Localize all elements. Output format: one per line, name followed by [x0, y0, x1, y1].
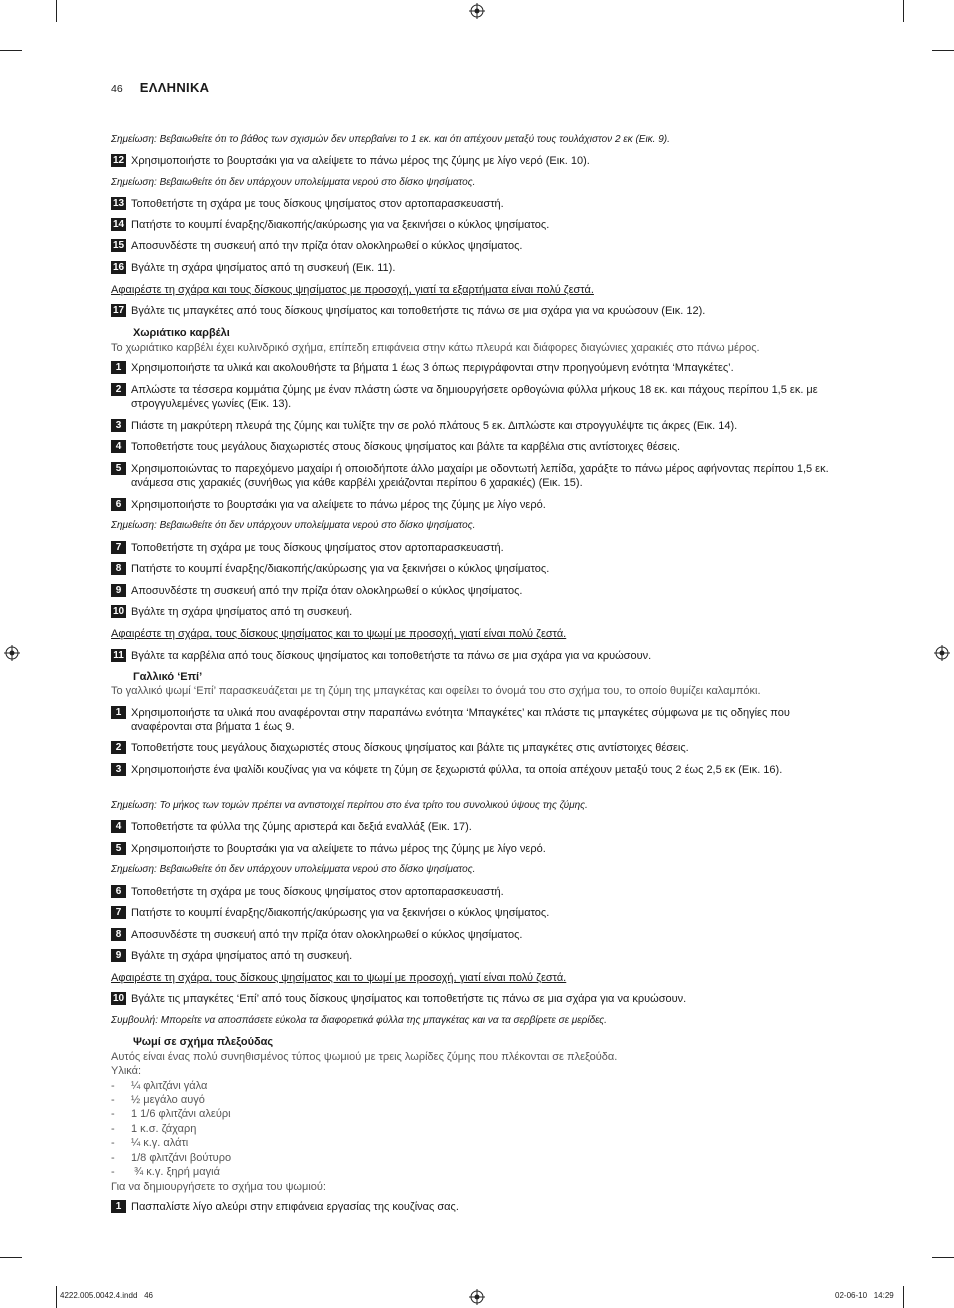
note-text	[111, 1014, 841, 1028]
registration-mark-icon	[469, 1289, 485, 1305]
ingredient-text: 1 κ.σ. ζάχαρη	[131, 1123, 197, 1135]
step-number-badge: 11	[111, 649, 126, 662]
step-number-badge: 17	[112, 305, 125, 316]
crop-mark	[56, 1286, 57, 1308]
crop-mark	[0, 50, 22, 51]
step-number-badge: 3	[111, 763, 126, 776]
note-text	[111, 863, 841, 877]
step-text: Χρησιμοποιήστε ένα ψαλίδι κουζίνας για να κόψετε τη ζύμη σε ξεχωριστά φύλλα, τα οποία απέχουν μεταξύ τους 2 έως 2,5 εκ (Εικ. 16).	[131, 764, 783, 776]
note-body: Βεβαιωθείτε ότι δεν υπάρχουν υπολείμματα νερού στο δίσκο ψησίματος.	[156, 520, 476, 531]
step-number-badge: 10	[112, 993, 125, 1004]
registration-mark-icon	[469, 3, 485, 19]
note-label: Σημείωση:	[111, 864, 157, 875]
step-number-badge: 5	[111, 462, 126, 475]
ingredient-text: ¾ κ.γ. ξηρή μαγιά	[131, 1166, 220, 1178]
note-text	[111, 519, 841, 533]
step-number-badge: 16	[112, 262, 125, 273]
step-number-badge: 9	[111, 584, 126, 597]
step-text: Πατήστε το κουμπί έναρξης/διακοπής/ακύρωσης για να ξεκινήσει ο κύκλος ψησίματος.	[131, 563, 550, 575]
step-text: Τοποθετήστε τη σχάρα με τους δίσκους ψησίματος στον αρτοπαρασκευαστή.	[131, 198, 504, 210]
list-dash: -	[111, 1152, 115, 1164]
crop-mark	[56, 0, 57, 22]
note-label: Σημείωση:	[111, 177, 157, 188]
note-body: Το μήκος των τομών πρέπει να αντιστοιχεί περίπου στο ένα τρίτο του συνολικού ύψους της ζύμης.	[156, 800, 588, 811]
ingredient-item	[111, 1093, 841, 1107]
paragraph-text: Υλικά:	[111, 1065, 142, 1077]
note-body: Βεβαιωθείτε ότι δεν υπάρχουν υπολείμματα νερού στο δίσκο ψησίματος.	[156, 177, 476, 188]
step-number-badge: 8	[111, 562, 126, 575]
crop-mark	[932, 50, 954, 51]
note-label: Σημείωση:	[111, 800, 157, 811]
paragraph-text: Αυτός είναι ένας πολύ συνηθισμένος τύπος ψωμιού με τρεις λωρίδες ζύμης που πλέκονται σε πλεξούδα.	[111, 1051, 618, 1063]
step-number-badge: 14	[112, 219, 125, 230]
note-label: Σημείωση:	[111, 520, 157, 531]
ingredient-text: ¼ φλιτζάνι γάλα	[131, 1080, 208, 1092]
step-text: Βγάλτε τη σχάρα ψησίματος από τη συσκευή (Εικ. 11).	[131, 262, 396, 274]
ingredient-item	[111, 1107, 841, 1121]
ingredient-text: 1 1/6 φλιτζάνι αλεύρι	[131, 1108, 231, 1120]
step-text: Αποσυνδέστε τη συσκευή από την πρίζα όταν ολοκληρωθεί ο κύκλος ψησίματος.	[131, 585, 523, 597]
step-number-badge: 1	[111, 1200, 126, 1213]
step-text: Τοποθετήστε τους μεγάλους διαχωριστές στους δίσκους ψησίματος και βάλτε τις μπαγκέτες στις αντίστοιχες θέσεις.	[131, 742, 689, 754]
step-text: Βγάλτε τις μπαγκέτες από τους δίσκους ψησίματος και τοποθετήστε τις πάνω σε μια σχάρα για να κρυώσουν (Εικ. 12).	[131, 305, 706, 317]
paragraph-text: Το γαλλικό ψωμί ‘Επί’ παρασκευάζεται με τη ζύμη της μπαγκέτας και οφείλει το όνομά του στο σχήμα του, το οποίο θυμίζει καλαμπόκι.	[111, 685, 761, 697]
warning-text: Αφαιρέστε τη σχάρα, τους δίσκους ψησίματος και το ψωμί με προσοχή, γιατί είναι πολύ ζεστά.	[111, 628, 567, 640]
step-text: Τοποθετήστε τα φύλλα της ζύμης αριστερά και δεξιά εναλλάξ (Εικ. 17).	[131, 821, 472, 833]
step-number-badge: 2	[111, 741, 126, 754]
step-text: Βγάλτε τη σχάρα ψησίματος από τη συσκευή.	[131, 950, 353, 962]
ingredient-item	[111, 1122, 841, 1136]
step-text: Τοποθετήστε τους μεγάλους διαχωριστές στους δίσκους ψησίματος και βάλτε τα καρβέλια στις αντίστοιχες θέσεις.	[131, 441, 681, 453]
list-dash: -	[111, 1166, 115, 1178]
note-label: Σημείωση:	[111, 134, 157, 145]
crop-mark	[932, 1257, 954, 1258]
step-number-badge: 4	[111, 820, 126, 833]
step-text: Χρησιμοποιήστε το βουρτσάκι για να αλείψετε το πάνω μέρος της ζύμης με λίγο νερό.	[131, 843, 546, 855]
list-dash: -	[111, 1123, 115, 1135]
crop-mark	[0, 1257, 22, 1258]
step-number-badge: 6	[111, 885, 126, 898]
section-heading: Χωριάτικο καρβέλι	[133, 327, 230, 339]
step-number-badge: 7	[111, 541, 126, 554]
step-number-badge: 4	[111, 440, 126, 453]
note-text	[111, 799, 841, 813]
step-text: Χρησιμοποιώντας το παρεχόμενο μαχαίρι ή οποιοδήποτε άλλο μαχαίρι με οδοντωτή λεπίδα, χαράξτε το πάνω μέρος αφήνοντας περίπου 1,5 εκ. ανάμεσα στις χαρακιές (συνήθως για κάθε καρβέλι χρειάζονται περίπου 6 χαρακιές) (Εικ. 15).	[131, 463, 829, 489]
ingredient-item	[111, 1136, 841, 1150]
list-dash: -	[111, 1094, 115, 1106]
step-text: Βγάλτε τη σχάρα ψησίματος από τη συσκευή.	[131, 606, 353, 618]
step-number-badge: 7	[111, 906, 126, 919]
step-number-badge: 12	[112, 155, 125, 166]
step-text: Χρησιμοποιήστε το βουρτσάκι για να αλείψετε το πάνω μέρος της ζύμης με λίγο νερό (Εικ. 10).	[131, 155, 590, 167]
step-number-badge: 1	[111, 706, 126, 719]
step-text: Πιάστε τη μακρύτερη πλευρά της ζύμης και τυλίξτε την σε ρολό πλάτους 5 εκ. Διπλώστε και στρογγυλέψτε τις άκρες (Εικ. 14).	[131, 420, 738, 432]
note-body: Βεβαιωθείτε ότι το βάθος των σχισμών δεν υπερβαίνει το 1 εκ. και ότι απέχουν μεταξύ τους τουλάχιστον 2 εκ (Εικ. 9).	[156, 134, 670, 145]
step-number-badge: 5	[111, 842, 126, 855]
paragraph-text: Για να δημιουργήσετε το σχήμα του ψωμιού:	[111, 1181, 326, 1193]
crop-mark	[903, 0, 904, 22]
crop-mark	[903, 1286, 904, 1308]
ingredient-text: ½ μεγάλο αυγό	[131, 1094, 205, 1106]
paragraph-text: Το χωριάτικο καρβέλι έχει κυλινδρικό σχήμα, επίπεδη επιφάνεια στην κάτω πλευρά και διάφορες διαγώνιες χαρακιές στο πάνω μέρος.	[111, 342, 760, 354]
step-text: Πασπαλίστε λίγο αλεύρι στην επιφάνεια εργασίας της κουζίνας σας.	[131, 1201, 459, 1213]
page-header	[111, 80, 209, 95]
note-text	[111, 133, 841, 147]
list-dash: -	[111, 1080, 115, 1092]
step-number-badge: 1	[111, 361, 126, 374]
step-text: Χρησιμοποιήστε τα υλικά που αναφέρονται στην παραπάνω ενότητα ‘Μπαγκέτες’ και πλάστε τις μπαγκέτες σύμφωνα με τις οδηγίες που αναφέρονται στα βήματα 1 έως 9.	[131, 707, 790, 733]
step-number-badge: 13	[112, 198, 125, 209]
step-number-badge: 2	[111, 383, 126, 396]
footer-date: 02-06-10 14:29	[835, 1291, 894, 1300]
step-number-badge: 10	[112, 606, 125, 617]
step-text: Αποσυνδέστε τη συσκευή από την πρίζα όταν ολοκληρωθεί ο κύκλος ψησίματος.	[131, 929, 523, 941]
ingredient-text: 1/8 φλιτζάνι βούτυρο	[131, 1152, 232, 1164]
warning-text: Αφαιρέστε τη σχάρα και τους δίσκους ψησίματος με προσοχή, γιατί τα εξαρτήματα είναι πολύ ζεστά.	[111, 284, 594, 296]
registration-mark-icon	[934, 645, 950, 661]
step-text: Πατήστε το κουμπί έναρξης/διακοπής/ακύρωσης για να ξεκινήσει ο κύκλος ψησίματος.	[131, 907, 550, 919]
list-dash: -	[111, 1108, 115, 1120]
step-text: Πατήστε το κουμπί έναρξης/διακοπής/ακύρωσης για να ξεκινήσει ο κύκλος ψησίματος.	[131, 219, 550, 231]
step-text: Χρησιμοποιήστε τα υλικά και ακολουθήστε τα βήματα 1 έως 3 όπως περιγράφονται στην προηγούμενη ενότητα ‘Μπαγκέτες’.	[131, 362, 734, 374]
note-text	[111, 176, 841, 190]
list-dash: -	[111, 1137, 115, 1149]
ingredient-item	[111, 1079, 841, 1093]
step-text: Αποσυνδέστε τη συσκευή από την πρίζα όταν ολοκληρωθεί ο κύκλος ψησίματος.	[131, 240, 523, 252]
registration-mark-icon	[4, 645, 20, 661]
step-number-badge: 15	[112, 240, 125, 251]
ingredient-item	[111, 1151, 841, 1165]
step-number-badge: 9	[111, 949, 126, 962]
page-number: 46	[111, 83, 123, 95]
section-heading: Ψωμί σε σχήμα πλεξούδας	[133, 1036, 274, 1048]
note-label: Συμβουλή:	[111, 1015, 158, 1026]
footer-file: 4222.005.0042.4.indd 46	[60, 1291, 153, 1300]
step-number-badge: 8	[111, 928, 126, 941]
note-body: Βεβαιωθείτε ότι δεν υπάρχουν υπολείμματα νερού στο δίσκο ψησίματος.	[156, 864, 476, 875]
ingredient-text: ¼ κ.γ. αλάτι	[131, 1137, 189, 1149]
step-text: Απλώστε τα τέσσερα κομμάτια ζύμης με έναν πλάστη ώστε να δημιουργήσετε ορθογώνια φύλλα μήκους 18 εκ. και πάχους περίπου 1,5 εκ. με στρογγυλεμένες γωνίες (Εικ. 13).	[131, 384, 818, 410]
step-number-badge: 3	[111, 419, 126, 432]
ingredient-item	[111, 1165, 841, 1179]
note-body: Μπορείτε να αποσπάσετε εύκολα τα διαφορετικά φύλλα της μπαγκέτας και να τα σερβίρετε σε μερίδες.	[158, 1015, 607, 1026]
language-title: ΕΛΛΗΝΙΚΑ	[139, 80, 210, 95]
step-text: Τοποθετήστε τη σχάρα με τους δίσκους ψησίματος στον αρτοπαρασκευαστή.	[131, 886, 504, 898]
section-heading: Γαλλικό ‘Επί’	[133, 671, 203, 683]
step-number-badge: 6	[111, 498, 126, 511]
step-text: Βγάλτε τις μπαγκέτες ‘Επί’ από τους δίσκους ψησίματος και τοποθετήστε τις πάνω σε μια σχάρα για να κρυώσουν.	[131, 993, 687, 1005]
step-text: Χρησιμοποιήστε το βουρτσάκι για να αλείψετε το πάνω μέρος της ζύμης με λίγο νερό.	[131, 499, 546, 511]
step-text: Βγάλτε τα καρβέλια από τους δίσκους ψησίματος και τοποθετήστε τα πάνω σε μια σχάρα για να κρυώσουν.	[131, 650, 652, 662]
warning-text: Αφαιρέστε τη σχάρα, τους δίσκους ψησίματος και το ψωμί με προσοχή, γιατί είναι πολύ ζεστά.	[111, 972, 567, 984]
step-text: Τοποθετήστε τη σχάρα με τους δίσκους ψησίματος στον αρτοπαρασκευαστή.	[131, 542, 504, 554]
